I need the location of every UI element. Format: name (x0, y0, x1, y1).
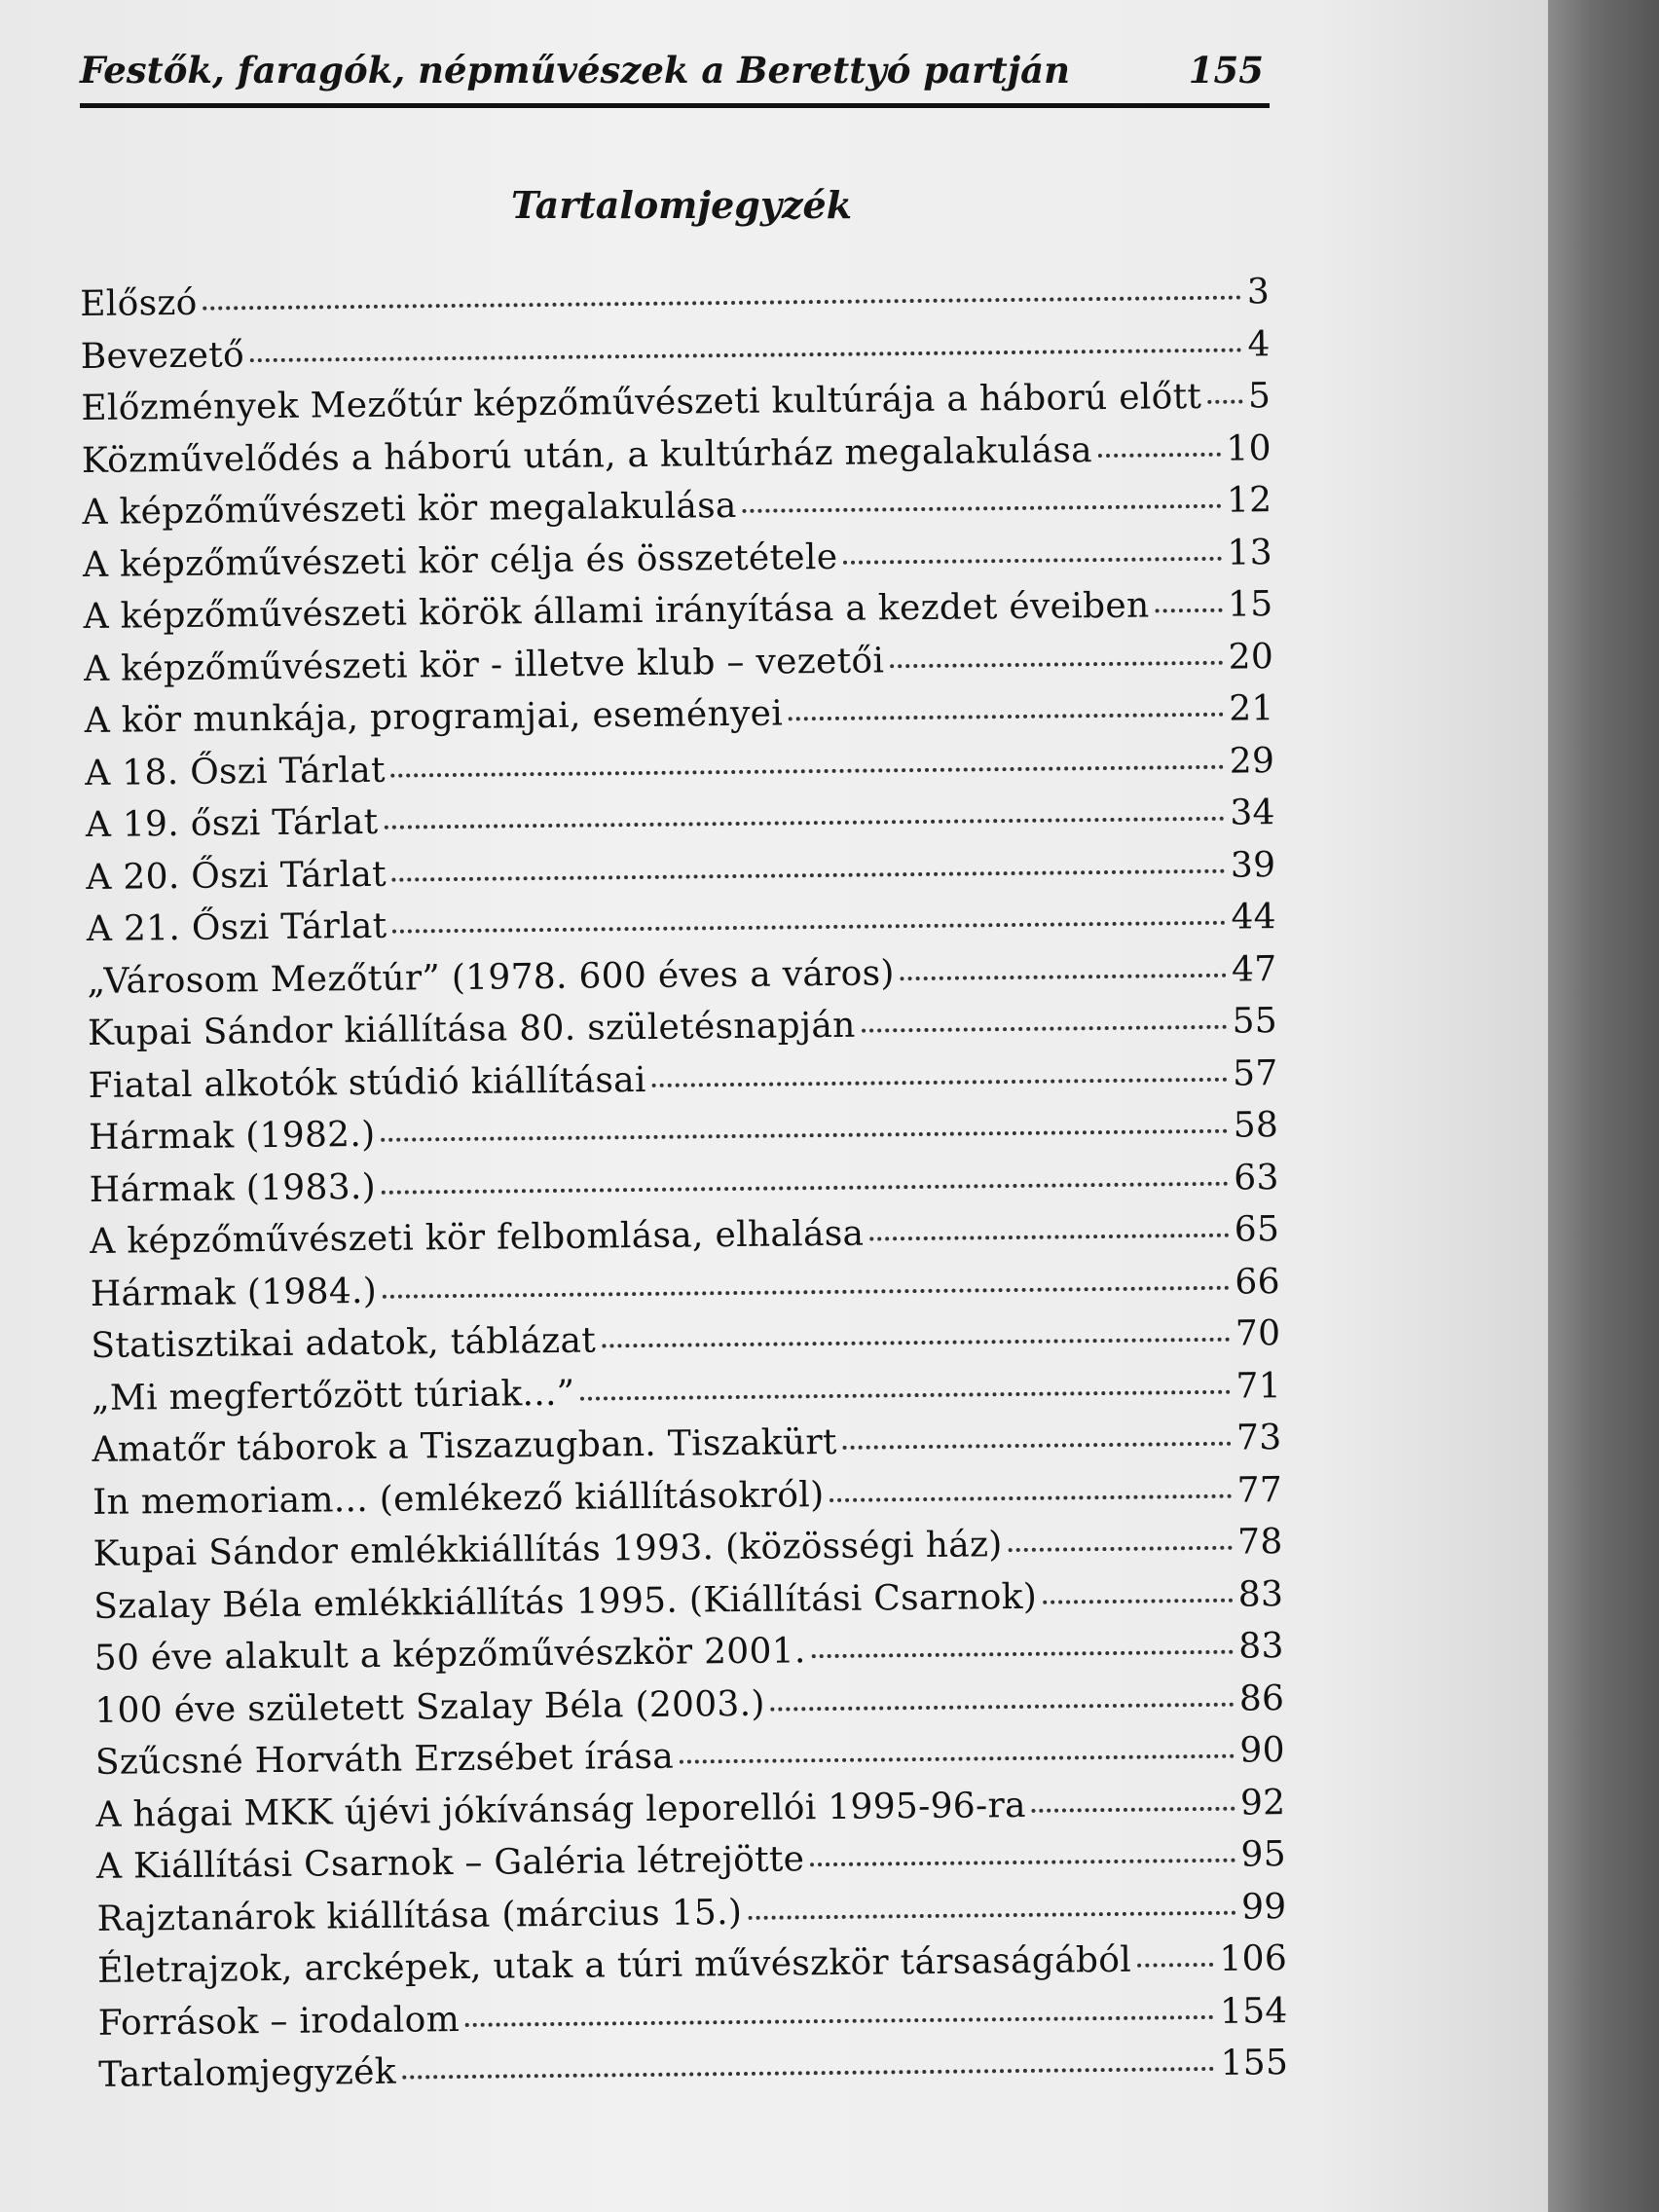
toc-entry-page: 86 (1238, 1677, 1285, 1719)
toc-entry-page: 3 (1246, 272, 1271, 313)
toc-entry-page: 90 (1239, 1730, 1286, 1771)
toc-entry-leader-dots (465, 2014, 1214, 2026)
toc-heading: Tartalomjegyzék (510, 183, 853, 227)
toc-entry-leader-dots (748, 1910, 1235, 1919)
toc-entry-leader-dots (381, 1129, 1227, 1142)
toc-list (80, 272, 1289, 2107)
toc-entry-leader-dots (1032, 1806, 1235, 1812)
toc-entry-leader-dots (812, 1650, 1234, 1659)
toc-entry-label: A Kiállítási Csarnok – Galéria létrejötte (95, 1839, 805, 1887)
toc-entry-page: 154 (1219, 1990, 1288, 2032)
toc-entry-page: 57 (1232, 1052, 1278, 1094)
toc-entry-label: Bevezető (80, 334, 245, 377)
toc-entry-label: Életrajzok, arcképek, utak a túri művészkör társaságából (96, 1939, 1132, 1991)
toc-entry-page: 47 (1231, 948, 1277, 990)
toc-entry-page: 155 (1220, 2043, 1289, 2083)
toc-entry-label: A képzőművészeti kör célja és összetétele (82, 536, 838, 585)
toc-entry-leader-dots (789, 713, 1223, 721)
toc-entry-page: 39 (1230, 844, 1276, 886)
toc-entry-page: 73 (1235, 1418, 1282, 1458)
toc-entry-label: Tartalomjegyzék (98, 2051, 397, 2095)
toc-entry-label: Fiatal alkotók stúdió kiállításai (88, 1059, 646, 1106)
toc-entry-label: A 18. Őszi Tárlat (85, 750, 386, 793)
toc-entry-label: „Mi megfertőzött túriak...” (91, 1373, 575, 1419)
toc-entry-label: Hármak (1982.) (88, 1114, 376, 1158)
toc-entry-page: 29 (1229, 740, 1275, 782)
toc-entry-page: 20 (1228, 636, 1274, 678)
toc-entry-page: 95 (1240, 1834, 1287, 1875)
toc-entry-page: 10 (1226, 427, 1272, 469)
toc-entry-leader-dots (402, 2067, 1215, 2080)
toc-entry-leader-dots (843, 1442, 1231, 1450)
toc-entry-label: Statisztikai adatok, táblázat (91, 1320, 597, 1366)
toc-entry-page: 77 (1236, 1469, 1283, 1511)
toc-entry-label: Rajztanárok kiállítása (március 15.) (96, 1892, 743, 1939)
toc-entry-label: A 21. Őszi Tárlat (86, 905, 387, 949)
toc-entry-label: Szűcsné Horváth Erzsébet írása (94, 1736, 675, 1783)
toc-entry-page: 44 (1231, 897, 1277, 938)
toc-entry-page: 71 (1235, 1365, 1282, 1407)
toc-entry-leader-dots (830, 1493, 1231, 1501)
toc-entry-label: Kupai Sándor kiállítása 80. születésnapján (87, 1005, 856, 1053)
toc-entry-label: A kör munkája, programjai, eseményei (84, 693, 784, 741)
toc-entry-leader-dots (1009, 1546, 1233, 1552)
toc-entry-leader-dots (890, 660, 1223, 668)
toc-entry-leader-dots (1155, 608, 1222, 613)
toc-entry-label: A hágai MKK újévi jókívánság leporellói 1995-96-ra (95, 1785, 1026, 1835)
toc-entry-label: „Városom Mezőtúr” (1978. 600 éves a város) (87, 952, 895, 1002)
toc-entry-page: 13 (1227, 532, 1273, 573)
toc-entry-label: In memoriam... (emlékező kiállításokról) (92, 1474, 825, 1523)
toc-entry-label: Források – irodalom (97, 1999, 461, 2044)
toc-entry-label: A 19. őszi Tárlat (85, 801, 379, 845)
toc-entry-leader-dots (391, 764, 1224, 777)
toc-entry-leader-dots (1207, 400, 1242, 404)
page-number: 155 (1188, 49, 1264, 92)
toc-entry-leader-dots (384, 817, 1224, 830)
toc-entry-leader-dots (843, 556, 1221, 564)
toc-entry-page: 65 (1234, 1209, 1280, 1250)
toc-entry-label: Közművelődés a háború után, a kultúrház megalakulása (81, 429, 1093, 481)
toc-entry-label: Amatőr táborok a Tiszazugban. Tiszakürt (92, 1421, 837, 1470)
toc-entry-label: A 20. Őszi Tárlat (86, 854, 387, 898)
toc-entry-page: 34 (1230, 793, 1275, 833)
toc-entry-leader-dots (810, 1859, 1235, 1867)
toc-entry-page: 83 (1237, 1573, 1284, 1615)
toc-entry-leader-dots (383, 1285, 1229, 1298)
toc-entry-leader-dots (382, 1181, 1228, 1194)
toc-entry-page: 15 (1227, 584, 1273, 625)
toc-entry-leader-dots (652, 1077, 1227, 1087)
toc-entry-leader-dots (250, 348, 1242, 362)
toc-entry-label: Szalay Béla emlékkiállítás 1995. (Kiállítási Csarnok) (93, 1576, 1038, 1627)
toc-entry-label: Hármak (1984.) (90, 1271, 378, 1314)
toc-entry-leader-dots (602, 1338, 1230, 1348)
running-header-title: Festők, faragók, népművészek a Berettyó partján (80, 49, 1071, 92)
toc-entry-label: A képzőművészeti kör felbomlása, elhalása (90, 1213, 865, 1262)
toc-entry-leader-dots (680, 1754, 1234, 1764)
toc-entry-leader-dots (862, 1025, 1227, 1033)
toc-entry-page: 99 (1240, 1886, 1287, 1928)
toc-entry-page: 21 (1228, 688, 1274, 729)
toc-entry-leader-dots (580, 1389, 1230, 1400)
toc-entry-leader-dots (1098, 452, 1221, 457)
toc-entry-leader-dots (392, 921, 1225, 934)
toc-entry-page: 66 (1235, 1261, 1281, 1303)
toc-entry-label: 100 éve született Szalay Béla (2003.) (94, 1683, 765, 1731)
toc-entry-leader-dots (869, 1234, 1229, 1241)
toc-entry-leader-dots (392, 868, 1225, 881)
toc-entry-page: 58 (1233, 1105, 1279, 1146)
toc-entry-label: Hármak (1983.) (89, 1166, 377, 1210)
toc-entry-page: 106 (1219, 1938, 1288, 1979)
toc-entry-leader-dots (743, 504, 1221, 513)
toc-entry-page: 83 (1238, 1626, 1284, 1667)
toc-entry-page: 70 (1235, 1313, 1281, 1354)
toc-entry-label: A képzőművészeti kör megalakulása (82, 485, 737, 533)
toc-entry-leader-dots (203, 296, 1241, 311)
page-edge-shadow (1548, 0, 1659, 2212)
toc-entry-page: 55 (1232, 1001, 1278, 1042)
toc-entry-label: Előszó (80, 282, 198, 324)
toc-entry (98, 2043, 1288, 2107)
toc-entry-page: 5 (1247, 376, 1272, 417)
toc-entry-label: 50 éve alakult a képzőművészkör 2001. (93, 1631, 806, 1678)
toc-entry-page: 92 (1239, 1782, 1286, 1824)
toc-entry-page: 78 (1236, 1522, 1283, 1563)
toc-entry-label: A képzőművészeti körök állami irányítása a kezdet éveiben (83, 585, 1150, 637)
toc-entry-leader-dots (901, 973, 1226, 980)
toc-entry-label: A képzőművészeti kör - illetve klub – vezetői (83, 640, 885, 689)
running-header (80, 49, 1270, 108)
toc-entry-leader-dots (771, 1702, 1234, 1711)
toc-entry-label: Előzmények Mezőtúr képzőművészeti kultúrája a háború előtt (81, 376, 1202, 428)
toc-entry-leader-dots (1137, 1963, 1213, 1968)
toc-entry-leader-dots (1043, 1598, 1233, 1604)
toc-entry-page: 63 (1234, 1157, 1279, 1198)
toc-entry-label: Kupai Sándor emlékkiállítás 1993. (közösségi ház) (92, 1525, 1003, 1574)
toc-entry-page: 4 (1247, 323, 1271, 364)
toc-entry-page: 12 (1226, 480, 1272, 521)
